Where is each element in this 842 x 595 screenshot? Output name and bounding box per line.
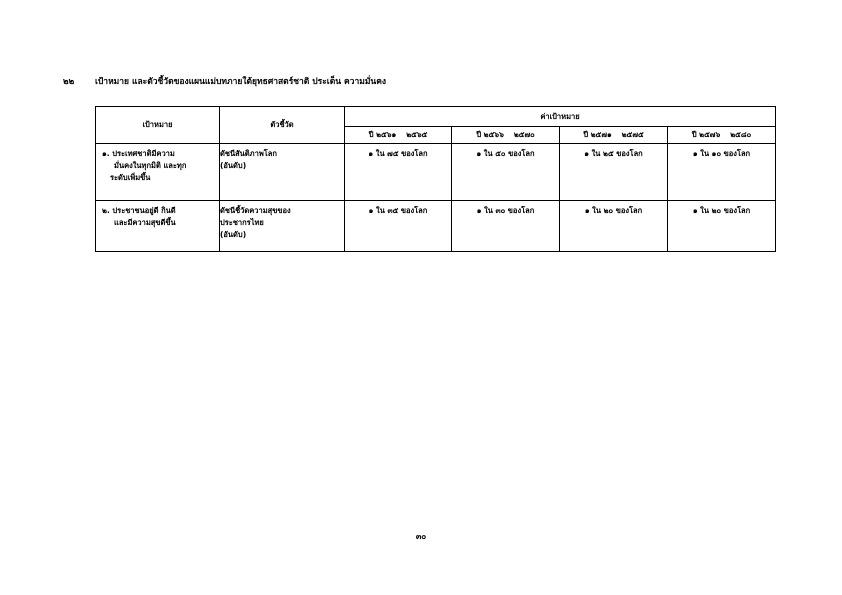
header-year-3-end: ๒๕๗๕ bbox=[621, 130, 644, 139]
header-year-3 bbox=[560, 127, 668, 144]
header-year-4 bbox=[668, 127, 776, 144]
header-year-2 bbox=[452, 127, 560, 144]
kpi-cell bbox=[220, 144, 345, 201]
table-row bbox=[96, 201, 776, 252]
kpi-line: (อันดับ) bbox=[220, 161, 247, 170]
goal-line: และมีความสุขดีขึ้น bbox=[114, 218, 176, 227]
target-cell: ๑ ใน ๒๐ ของโลก bbox=[668, 201, 776, 252]
target-cell: ๑ ใน ๗๕ ของโลก bbox=[345, 144, 452, 201]
goal-cell bbox=[96, 201, 220, 252]
goals-table bbox=[95, 106, 776, 252]
section-heading bbox=[63, 74, 386, 88]
header-kpi: ตัวชี้วัด bbox=[220, 107, 345, 144]
goal-cell bbox=[96, 144, 220, 201]
target-cell: ๑ ใน ๒๐ ของโลก bbox=[560, 201, 668, 252]
header-year-1-start: ปี ๒๕๖๑ bbox=[368, 130, 397, 139]
header-year-1 bbox=[345, 127, 452, 144]
section-number: ๒๒ bbox=[63, 77, 75, 87]
goal-line: ระดับเพิ่มขึ้น bbox=[110, 173, 151, 182]
header-year-1-end: ๒๕๖๕ bbox=[406, 130, 428, 139]
goal-line: ๑. ประเทศชาติมีความ bbox=[102, 149, 175, 158]
target-cell: ๑ ใน ๑๐ ของโลก bbox=[668, 144, 776, 201]
kpi-cell bbox=[220, 201, 345, 252]
target-cell: ๑ ใน ๒๕ ของโลก bbox=[560, 144, 668, 201]
goal-line: ๒. ประชาชนอยู่ดี กินดี bbox=[102, 206, 176, 215]
header-year-3-start: ปี ๒๕๗๑ bbox=[583, 130, 612, 139]
target-cell: ๑ ใน ๕๐ ของโลก bbox=[452, 144, 560, 201]
kpi-line: ดัชนีชี้วัดความสุขของ bbox=[220, 206, 291, 215]
header-goal: เป้าหมาย bbox=[96, 107, 220, 144]
kpi-line: ดัชนีสันติภาพโลก bbox=[220, 149, 277, 158]
header-year-2-start: ปี ๒๕๖๖ bbox=[476, 130, 504, 139]
section-title: เป้าหมาย และตัวชี้วัดของแผนแม่บทภายใต้ยุทธศาสตร์ชาติ ประเด็น ความมั่นคง bbox=[95, 77, 387, 87]
header-year-4-end: ๒๕๘๐ bbox=[730, 130, 752, 139]
kpi-line: ประชากรไทย bbox=[220, 218, 264, 227]
header-year-2-end: ๒๕๗๐ bbox=[513, 130, 535, 139]
target-cell: ๑ ใน ๓๕ ของโลก bbox=[345, 201, 452, 252]
page-number: ๓๐ bbox=[415, 532, 427, 541]
kpi-line: (อันดับ) bbox=[220, 230, 247, 239]
goal-line: มั่นคงในทุกมิติ และทุก bbox=[114, 161, 187, 170]
table-row bbox=[96, 144, 776, 201]
header-target-group: ค่าเป้าหมาย bbox=[345, 107, 776, 127]
header-year-4-start: ปี ๒๕๗๖ bbox=[691, 130, 721, 139]
target-cell: ๑ ใน ๓๐ ของโลก bbox=[452, 201, 560, 252]
